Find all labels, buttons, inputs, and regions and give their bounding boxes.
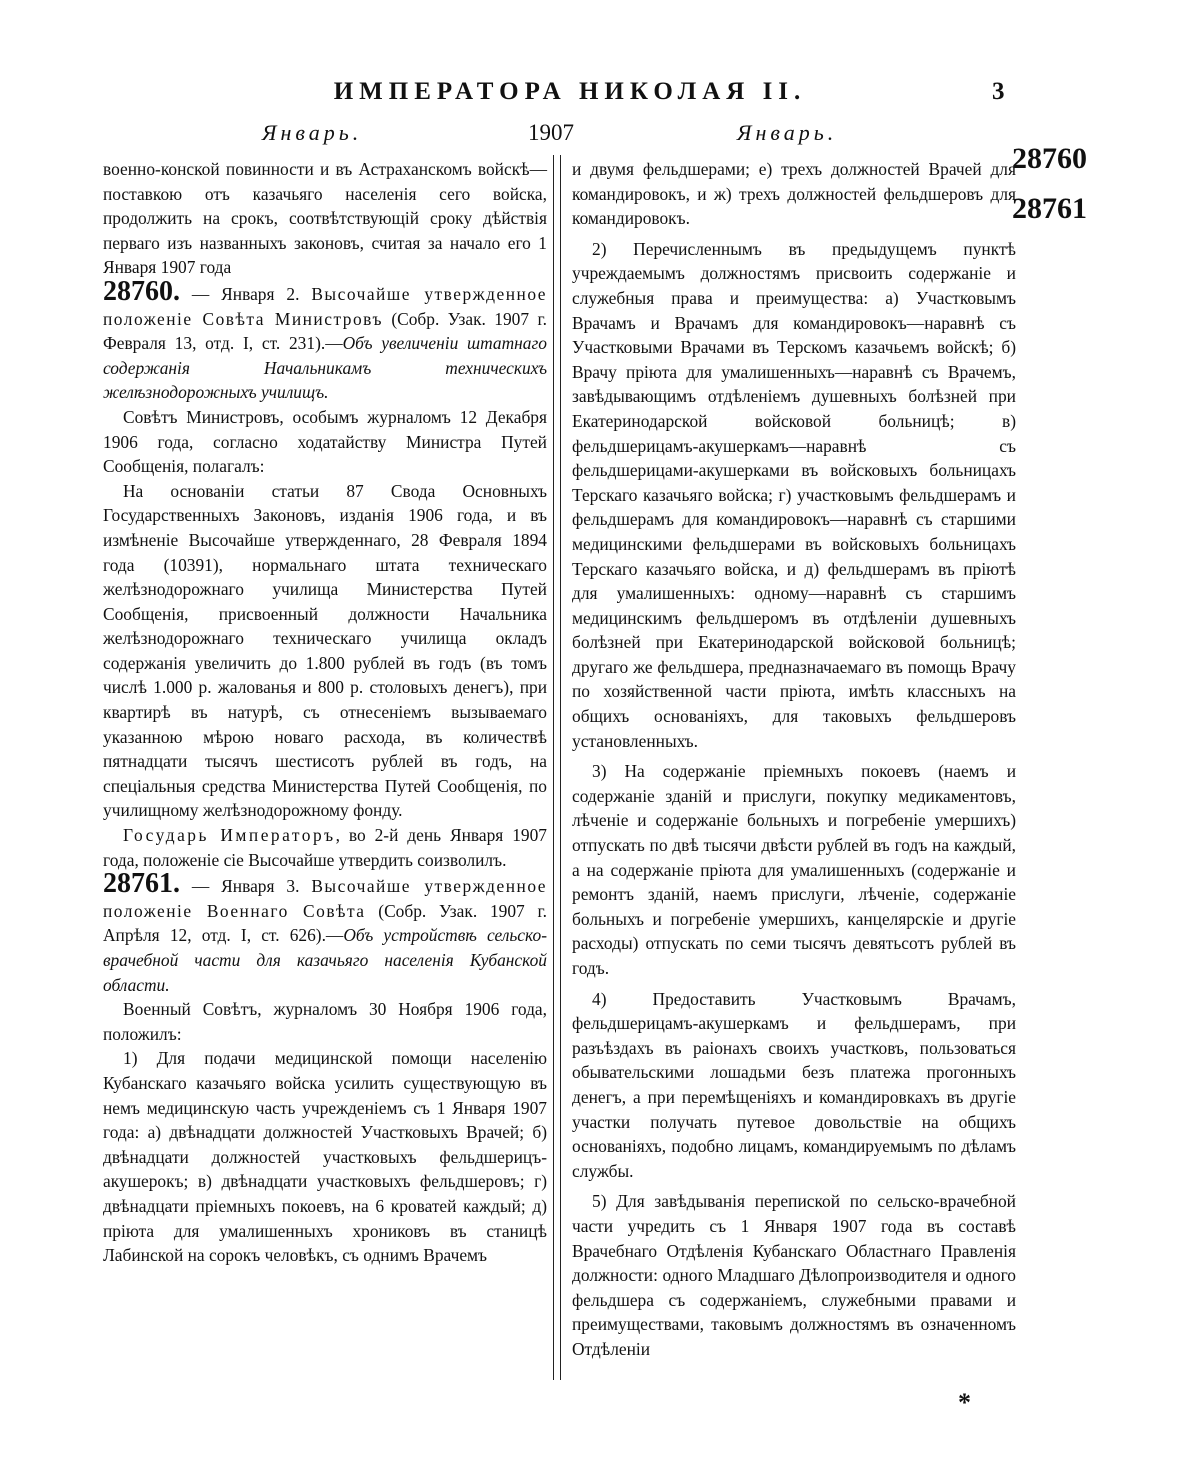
year: 1907 [528, 120, 574, 145]
entry-28761-paragraph-2: 1) Для подачи медицинской помощи населенію Кубанскаго казачьяго войска усилить существующую въ немъ медицинскую часть учрежденіемъ съ 1 Января 1907 года: а) двѣнадцати должностей Участковыхъ Врачей; б) двѣнадцати должностей участковыхъ фельдшерицъ-акушерокъ; в) двѣнадцати участковыхъ фельдшеровъ; г) двѣнадцати пріемныхъ покоевъ, на 6 кроватей каждый; д) пріюта для умалишенныхъ хрониковъ въ станицѣ Лабинской на сорокъ человѣкъ, съ однимъ Врачемъ [103, 1048, 547, 1266]
entry-28760-heading [103, 275, 547, 405]
entry-28761-heading [103, 868, 548, 997]
running-header-title: ИМПЕРАТОРА НИКОЛАЯ II. [333, 78, 807, 105]
entry-date: — Января 3. [180, 876, 312, 897]
month-left: Январь. [262, 120, 363, 145]
entry-title: Объ увеличеніи штатнаго содержанія Начальникамъ техническихъ желѣзнодорожныхъ училищъ. [103, 333, 547, 403]
entry-reference: (Собр. Узак. 1907 г. Февраля 13, отд. I, ст. 231).— [103, 308, 547, 354]
entry-28761-paragraph-1: Военный Совѣтъ, журналомъ 30 Ноября 1906 года, положилъ: [103, 999, 547, 1044]
point-3: 3) На содержаніе пріемныхъ покоевъ (наемъ и содержаніе зданій и прислуги, покупку медикаментовъ, лѣченіе и содержаніе больныхъ и погребеніе умершихъ) отпускать по двѣ тысячи двѣсти рублей въ годъ на каждый, а на содержаніе пріюта для умалишенныхъ (содержаніе и ремонтъ зданій, наемъ прислуги, лѣченіе, содержаніе больныхъ и погребеніе умершихъ, канцелярскіе и другіе расходы) отпускать по семи тысячъ девятьсотъ рублей въ годъ. [572, 761, 1016, 978]
month-right: Январь. [737, 120, 838, 145]
entry-28760-paragraph-1: Совѣтъ Министровъ, особымъ журналомъ 12 Декабря 1906 года, согласно ходатайству Министра Путей Сообщенія, полагалъ: [103, 406, 547, 477]
footer-asterisk: * [958, 1388, 971, 1417]
entry-number: 28761. [103, 868, 180, 900]
point-4: 4) Предоставить Участковымъ Врачамъ, фельдшерицамъ-акушеркамъ и фельдшерамъ, при разъѣздахъ въ раіонахъ своихъ участковъ, пользоваться обывательскими лошадьми безъ платежа прогонныхъ денегъ, а при перемѣщеніяхъ и командировкахъ въ другіе участки получать путевое довольствіе на общихъ основаніяхъ, подобно лицамъ, командируемымъ по дѣламъ службы. [572, 988, 1016, 1181]
margin-number-28761: 28761 [1012, 192, 1087, 225]
column-rule [553, 155, 561, 1380]
margin-number-28760: 28760 [1012, 142, 1087, 175]
entry-title: Объ устройствѣ сельско-врачебной части для казачьяго населенія Кубанской области. [103, 925, 547, 995]
entry-number: 28760. [103, 275, 180, 307]
page-number: 3 [992, 78, 1005, 105]
point-2: 2) Перечисленнымъ въ предыдущемъ пунктѣ учреждаемымъ должностямъ присвоить содержаніе и служебныя права и преимущества: а) Участковымъ Врачамъ и Врачамъ для командировокъ—наравнѣ съ Участковыми Врачами въ Терскомъ казачьемъ войскѣ; б) Врачу пріюта для умалишенныхъ—наравнѣ съ Врачемъ, завѣдывающимъ отдѣленіемъ душевныхъ болѣзней при Екатеринодарской войсковой больницѣ; в) фельдшерицамъ-акушеркамъ—наравнѣ съ фельдшерицами-акушерками въ войсковыхъ больницахъ Терскаго казачьяго войска; г) участковымъ фельдшерамъ и фельдшерамъ для командировокъ—наравнѣ съ старшими медицинскими фельдшерами въ войсковыхъ больницахъ Терскаго казачьяго войска, и д) фельдшерамъ въ пріютѣ для умалишенныхъ: одному—наравнѣ съ старшимъ медицинскимъ фельдшеромъ въ отдѣленіи душевныхъ болѣзней при Екатеринодарской войсковой больницѣ; другаго же фельдшера, предназначаемаго въ помощь Врачу по хозяйственной части пріюта, имѣть классныхъ на общихъ основаніяхъ, для таковыхъ фельдшеровъ установленныхъ. [572, 238, 1016, 751]
right-column [572, 157, 1016, 1362]
approval-text: , во 2-й день Января 1907 года, положеніе сіе Высочайше утвердить соизволилъ. [103, 825, 547, 870]
entry-date: — Января 2. [180, 283, 312, 304]
entry-28760-paragraph-2: На основаніи статьи 87 Свода Основныхъ Государственныхъ Законовъ, изданія 1906 года, и въ измѣненіе Высочайше утвержденнаго, 28 Февраля 1894 года (10391), нормальнаго штата техническаго желѣзнодорожнаго училища Министерства Путей Сообщенія, присвоенный должности Начальника желѣзнодорожнаго техническаго училища окладъ содержанія увеличить до 1.800 рублей въ годъ (въ томъ числѣ 1.000 р. жалованья и 800 р. столовыхъ денегъ), при квартирѣ въ натурѣ, съ отнесеніемъ вызываемаго указанною мѣрою новаго расхода, въ количествѣ пятнадцати тысячъ шестисотъ рублей въ годъ, на спеціальныя средства Министерства Путей Сообщенія, по училищному желѣзнодорожному фонду. [103, 480, 547, 821]
entry-kind: Высочайше утвержденное положеніе Военнаго Совѣта [103, 876, 547, 921]
entry-kind: Высочайше утвержденное положеніе Совѣта Министровъ [103, 283, 547, 329]
right-continuation: и двумя фельдшерами; е) трехъ должностей Врачей для командировокъ, и ж) трехъ должностей фельдшеровъ для командировокъ. [572, 159, 1016, 229]
left-column [103, 157, 547, 1268]
emperor-title: Государь Императоръ [123, 825, 336, 846]
entry-reference: (Собр. Узак. 1907 г. Апрѣля 12, отд. I, ст. 626).— [103, 900, 548, 946]
intro-continuation: военно-конской повинности и въ Астраханскомъ войскѣ—поставкою отъ казачьяго населенія сего войска, продолжить на срокъ, соотвѣтствующій сроку дѣйствія перваго изъ названныхъ законовъ, считая за начало его 1 Января 1907 года [103, 159, 547, 278]
point-5: 5) Для завѣдыванія перепиской по сельско-врачебной части учредить съ 1 Января 1907 года въ составѣ Врачебнаго Отдѣленія Кубанскаго Областнаго Правленія должности: одного Младшаго Дѣлопроизводителя и одного фельдшера съ содержаніемъ, служебными правами и преимуществами, таковымъ должностямъ въ означенномъ Отдѣленіи [572, 1191, 1016, 1359]
entry-28760-paragraph-3 [103, 823, 547, 872]
